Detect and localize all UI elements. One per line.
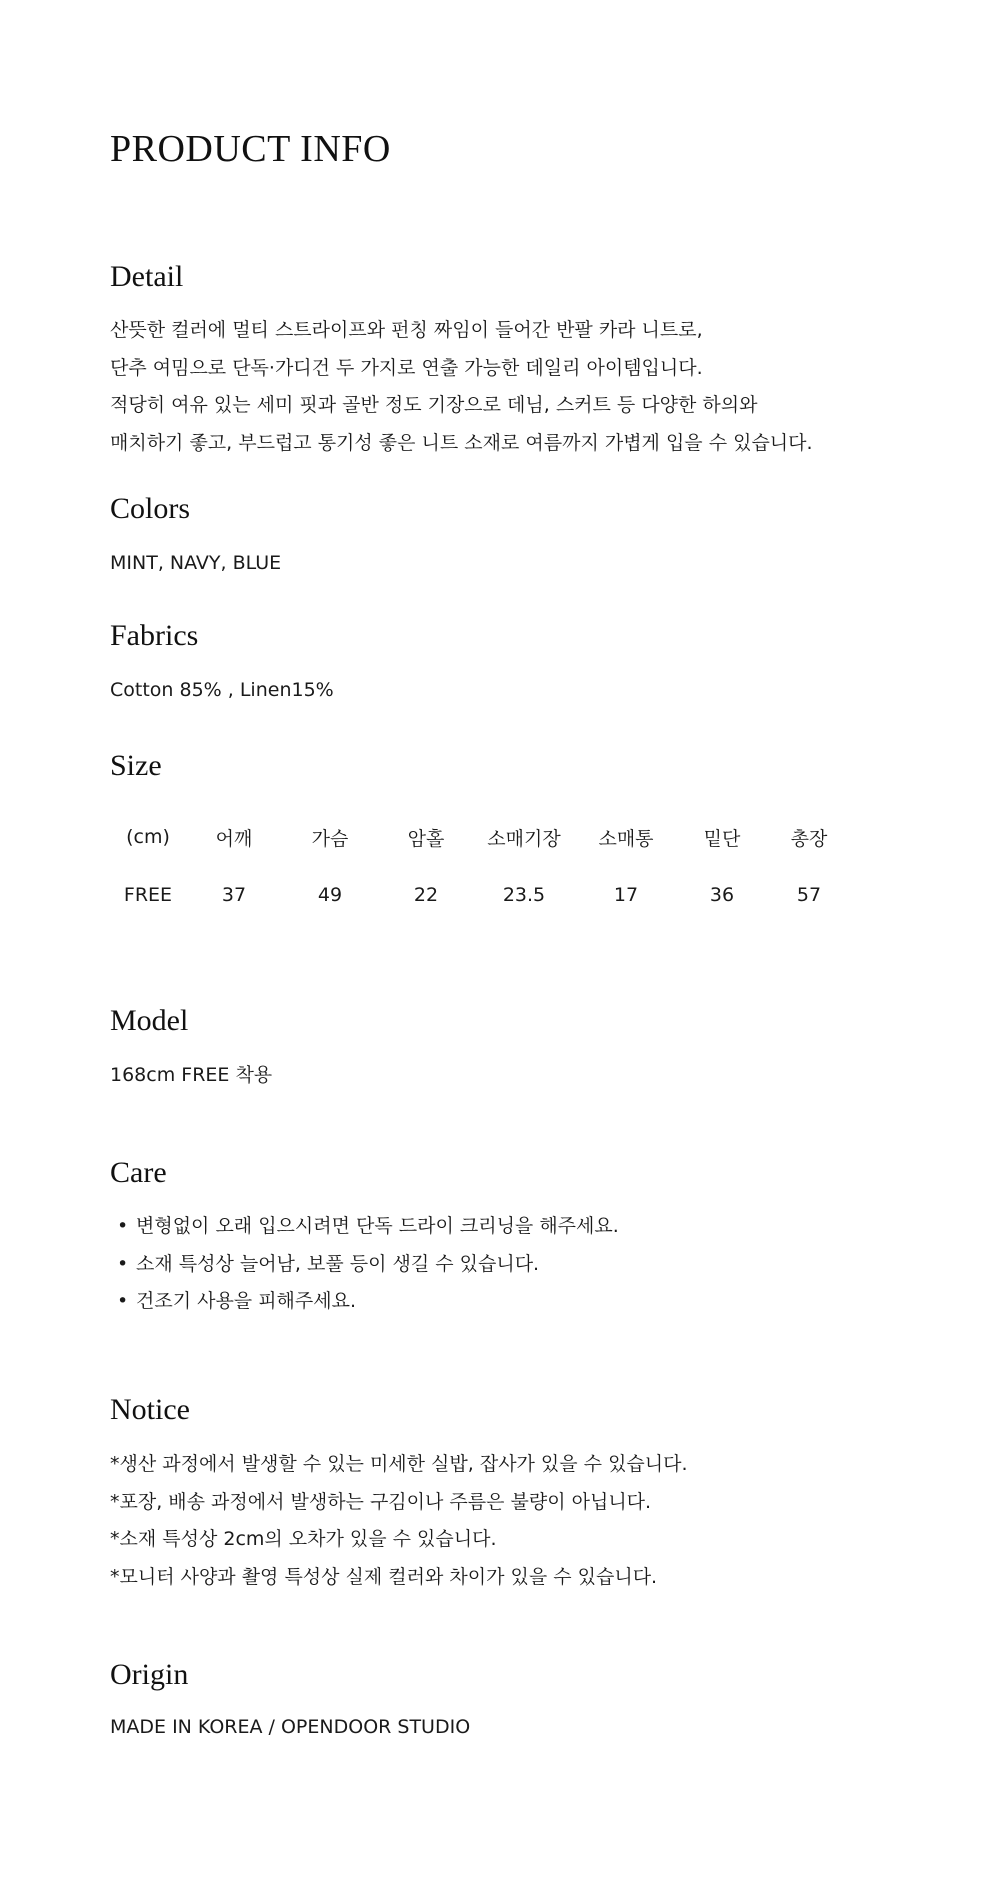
size-header-total-length: 총장 [790, 827, 828, 850]
size-header-sleeve-length: 소매기장 [487, 827, 561, 850]
fabrics-value: Cotton 85% , Linen15% [110, 679, 334, 701]
notice-list [110, 1446, 688, 1596]
size-header-shoulder: 어깨 [215, 827, 253, 850]
detail-line: 단추 여밈으로 단독·가디건 두 가지로 연출 가능한 데일리 아이템입니다. [110, 356, 703, 379]
size-header-chest: 가슴 [311, 827, 349, 850]
colors-value: MINT, NAVY, BLUE [110, 552, 282, 574]
notice-line: *소재 특성상 2cm의 오차가 있을 수 있습니다. [110, 1528, 497, 1550]
size-header-unit: (cm) [126, 826, 170, 848]
model-value: 168cm FREE 착용 [110, 1064, 273, 1086]
size-cell-label: FREE [123, 884, 173, 906]
care-item-text: 소재 특성상 늘어남, 보풀 등이 생길 수 있습니다. [136, 1252, 540, 1275]
detail-line: 산뜻한 컬러에 멀티 스트라이프와 펀칭 짜임이 들어간 반팔 카라 니트로, [110, 319, 703, 341]
fabrics-heading: Fabrics [110, 619, 199, 652]
detail-heading: Detail [110, 260, 184, 293]
size-cell-hem: 36 [709, 884, 735, 906]
origin-heading: Origin [110, 1658, 189, 1691]
care-item [110, 1246, 619, 1284]
bullet-icon: • [117, 1252, 129, 1275]
size-table [110, 808, 852, 924]
page-title: PRODUCT INFO [110, 128, 391, 170]
care-item [110, 1208, 619, 1246]
care-item-text: 건조기 사용을 피해주세요. [136, 1290, 357, 1312]
notice-heading: Notice [110, 1393, 190, 1426]
size-header-armhole: 암홀 [407, 827, 445, 850]
colors-heading: Colors [110, 492, 191, 525]
size-cell-armhole: 22 [413, 884, 439, 906]
size-cell-chest: 49 [317, 884, 343, 906]
size-header-sleeve-width: 소매통 [598, 827, 654, 850]
notice-line: *포장, 배송 과정에서 발생하는 구김이나 주름은 불량이 아닙니다. [110, 1490, 652, 1513]
size-cell-sleeve-length: 23.5 [502, 884, 546, 906]
size-table-row [110, 866, 852, 924]
care-heading: Care [110, 1156, 167, 1189]
detail-line: 매치하기 좋고, 부드럽고 통기성 좋은 니트 소재로 여름까지 가볍게 입을 수 있습니다. [110, 431, 813, 454]
size-table-header-row [110, 808, 852, 866]
detail-description [110, 312, 813, 462]
size-cell-sleeve-width: 17 [613, 884, 639, 906]
detail-line: 적당히 여유 있는 세미 핏과 골반 정도 기장으로 데님, 스커트 등 다양한 하의와 [110, 394, 758, 416]
care-list [110, 1208, 619, 1321]
notice-line: *모니터 사양과 촬영 특성상 실제 컬러와 차이가 있을 수 있습니다. [110, 1565, 658, 1588]
size-cell-total-length: 57 [796, 884, 822, 906]
model-heading: Model [110, 1004, 189, 1037]
size-heading: Size [110, 749, 162, 782]
care-item [110, 1283, 619, 1321]
size-header-hem: 밑단 [703, 827, 741, 850]
bullet-icon: • [117, 1215, 129, 1237]
care-item-text: 변형없이 오래 입으시려면 단독 드라이 크리닝을 해주세요. [136, 1215, 619, 1237]
size-cell-shoulder: 37 [221, 884, 247, 906]
origin-value: MADE IN KOREA / OPENDOOR STUDIO [110, 1716, 471, 1738]
bullet-icon: • [117, 1290, 129, 1312]
notice-line: *생산 과정에서 발생할 수 있는 미세한 실밥, 잡사가 있을 수 있습니다. [110, 1453, 688, 1475]
